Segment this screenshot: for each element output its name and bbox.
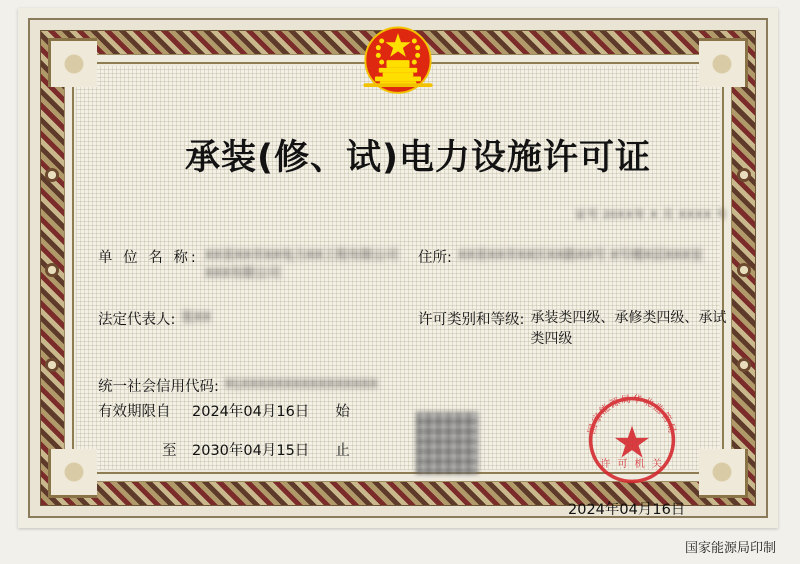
corner-ornament-top-right	[699, 38, 748, 87]
qr-code	[416, 412, 478, 474]
unit-name-value: XX省XX市XX电力XX工程有限公司 XXX有限公司	[204, 247, 399, 281]
rosette-left-1	[45, 168, 59, 182]
corner-ornament-bottom-left	[48, 449, 97, 498]
address-field	[418, 246, 738, 267]
validity-to-suffix: 止	[335, 443, 350, 459]
legal-rep-label: 法定代表人:	[98, 312, 176, 329]
validity-to-label: 至	[162, 443, 177, 459]
validity-from-label: 有效期限自	[98, 404, 171, 420]
license-class-value: 承装类四级、承修类四级、承试类四级	[530, 310, 727, 347]
certificate-title: 承装(修、试)电力设施许可证	[185, 138, 651, 178]
unit-name-field	[98, 246, 418, 282]
rosette-left-3	[45, 358, 59, 372]
unit-name-label: 单 位 名 称:	[98, 250, 199, 266]
svg-text:国家能源局华北监管局: 国家能源局华北监管局	[586, 393, 678, 436]
license-class-label: 许可类别和等级:	[418, 312, 525, 329]
row-legal-rep-and-class	[98, 308, 738, 349]
rosette-right-1	[737, 168, 751, 182]
official-seal	[578, 386, 686, 494]
national-emblem-icon	[350, 16, 446, 112]
rosette-right-2	[737, 263, 751, 277]
validity-from-date: 2024年04月16日	[192, 404, 310, 420]
legal-rep-field	[98, 308, 418, 329]
row-unit-and-address	[98, 246, 738, 282]
legal-rep-value: 张XX	[181, 309, 212, 325]
credit-code-label: 统一社会信用代码:	[98, 378, 219, 395]
rosette-left-2	[45, 263, 59, 277]
validity-to-date: 2030年04月15日	[192, 443, 310, 459]
rosette-right-3	[737, 358, 751, 372]
address-value: XX省XX市XX区XX路XX号 X号楼X层XXX室	[457, 247, 703, 262]
address-label: 住所:	[418, 250, 452, 266]
validity-from-suffix: 始	[335, 404, 350, 420]
credit-code-value: 91XXXXXXXXXXXXXXXX	[224, 375, 378, 391]
certificate-number: 证号 20XX年 X 月 XXXX 号	[575, 209, 728, 221]
issue-date: 2024年04月16日	[568, 502, 686, 518]
corner-ornament-top-left	[48, 38, 97, 87]
printed-by-note: 国家能源局印制	[684, 541, 776, 556]
certificate-content	[98, 94, 738, 518]
certificate-paper	[18, 8, 778, 528]
svg-text:许 可 机 关: 许 可 机 关	[600, 458, 664, 470]
license-class-field	[418, 308, 738, 349]
